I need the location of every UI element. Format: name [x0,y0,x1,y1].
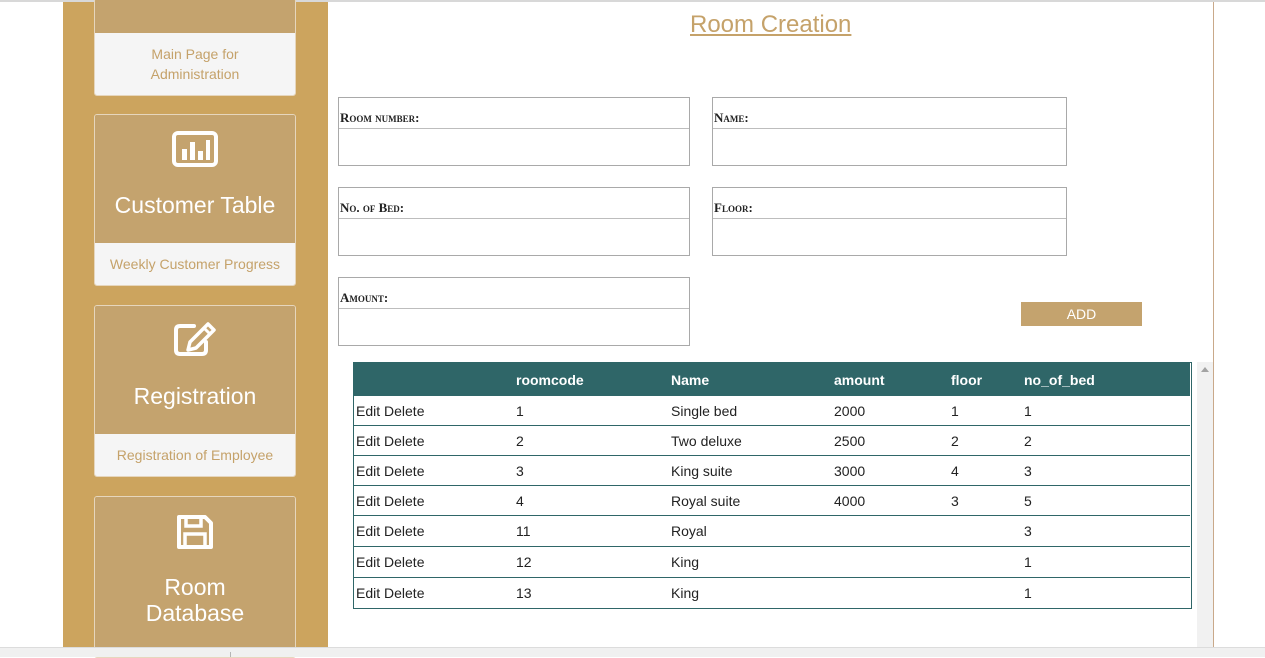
cell-floor [951,516,1024,547]
sidebar-card-customer-table[interactable] [94,114,296,286]
delete-link[interactable]: Delete [384,432,425,449]
room-number-input[interactable] [339,128,689,165]
row-actions [354,426,516,456]
cell-floor [951,547,1024,578]
cell-name: Royal suite [671,486,834,516]
edit-link[interactable]: Edit [356,585,381,601]
cell-amount: 3000 [834,456,951,486]
table-row [354,516,1190,547]
cell-no-of-bed: 5 [1024,486,1190,516]
cell-floor: 2 [951,426,1024,456]
cell-floor: 1 [951,396,1024,426]
cell-roomcode: 1 [516,396,671,426]
cell-amount [834,578,951,609]
floor-label: Floor: [714,200,753,215]
name-input[interactable] [713,128,1066,165]
edit-link[interactable]: Edit [356,554,381,570]
cell-amount: 4000 [834,486,951,516]
cell-name: Royal [671,516,834,547]
rooms-table-grid [354,363,1190,609]
table-row [354,426,1190,456]
scrollbar-divider [230,652,231,657]
rooms-table [353,362,1192,609]
no-of-bed-field [338,187,690,256]
content-right-border [1213,2,1214,648]
cell-no-of-bed: 3 [1024,516,1190,547]
cell-roomcode: 3 [516,456,671,486]
cell-roomcode: 2 [516,426,671,456]
sidebar-card-admin-main[interactable] [94,0,296,96]
row-actions [354,486,516,516]
sidebar [63,2,328,648]
room-number-field [338,97,690,166]
card-header [95,0,295,33]
cell-no-of-bed: 1 [1024,547,1190,578]
card-header [95,306,295,434]
card-title: Customer Table [114,192,276,218]
delete-link[interactable]: Delete [384,523,425,539]
delete-link[interactable]: Delete [384,492,425,509]
cell-roomcode: 13 [516,578,671,609]
edit-link[interactable]: Edit [356,492,381,509]
cell-name: Two deluxe [671,426,834,456]
bar-chart-icon [95,131,295,172]
table-row [354,396,1190,426]
row-actions [354,578,516,609]
name-label: Name: [714,110,749,125]
cell-name: King [671,547,834,578]
column-header-actions [354,363,516,396]
card-header [95,115,295,243]
card-subtitle: Weekly Customer Progress [95,243,295,285]
edit-link[interactable]: Edit [356,432,381,449]
edit-link[interactable]: Edit [356,462,381,479]
row-actions [354,547,516,578]
delete-link[interactable]: Delete [384,554,425,570]
cell-no-of-bed: 1 [1024,396,1190,426]
cell-roomcode: 12 [516,547,671,578]
row-actions [354,396,516,426]
card-header [95,497,295,657]
row-actions [354,516,516,547]
name-field [712,97,1067,166]
cell-name: King [671,578,834,609]
floor-field [712,187,1067,256]
cell-amount [834,516,951,547]
column-header-no-of-bed: no_of_bed [1024,371,1095,388]
edit-icon [95,322,295,363]
no-of-bed-label: No. of Bed: [340,200,405,215]
table-row [354,456,1190,486]
vertical-scrollbar[interactable] [1197,362,1213,648]
add-button[interactable]: ADD [1021,302,1142,326]
card-title: Registration [133,383,257,409]
cell-floor [951,578,1024,609]
edit-link[interactable]: Edit [356,523,381,539]
cell-floor: 4 [951,456,1024,486]
cell-amount: 2500 [834,426,951,456]
delete-link[interactable]: Delete [384,585,425,601]
cell-amount [834,547,951,578]
column-header-floor: floor [951,371,983,388]
floor-input[interactable] [713,218,1066,255]
amount-field [338,277,690,346]
sidebar-card-registration[interactable] [94,305,296,477]
card-subtitle: Registration of Employee [95,434,295,476]
amount-input[interactable] [339,308,689,345]
cell-roomcode: 4 [516,486,671,516]
room-number-label: Room number: [340,110,420,125]
cell-roomcode: 11 [516,516,671,547]
card-title: Room Database [145,574,245,626]
table-row [354,486,1190,516]
table-header-row [354,363,1190,396]
row-actions [354,456,516,486]
delete-link[interactable]: Delete [384,462,425,479]
cell-no-of-bed: 2 [1024,426,1190,456]
table-row [354,578,1190,609]
floppy-disk-icon [95,513,295,556]
amount-label: Amount: [340,290,389,305]
cell-name: Single bed [671,396,834,426]
column-header-name: Name [671,371,710,388]
cell-no-of-bed: 1 [1024,578,1190,609]
no-of-bed-input[interactable] [339,218,689,255]
delete-link[interactable]: Delete [384,402,425,419]
cell-amount: 2000 [834,396,951,426]
cell-floor: 3 [951,486,1024,516]
page-title: Room Creation [690,11,852,38]
table-row [354,547,1190,578]
card-subtitle: Main Page for Administration [95,33,295,95]
cell-name: King suite [671,456,834,486]
column-header-amount: amount [834,371,885,388]
sidebar-card-room-database[interactable] [94,496,296,658]
scroll-up-arrow-icon[interactable] [1201,367,1209,372]
column-header-roomcode: roomcode [516,371,584,388]
cell-no-of-bed: 3 [1024,456,1190,486]
edit-link[interactable]: Edit [356,402,381,419]
